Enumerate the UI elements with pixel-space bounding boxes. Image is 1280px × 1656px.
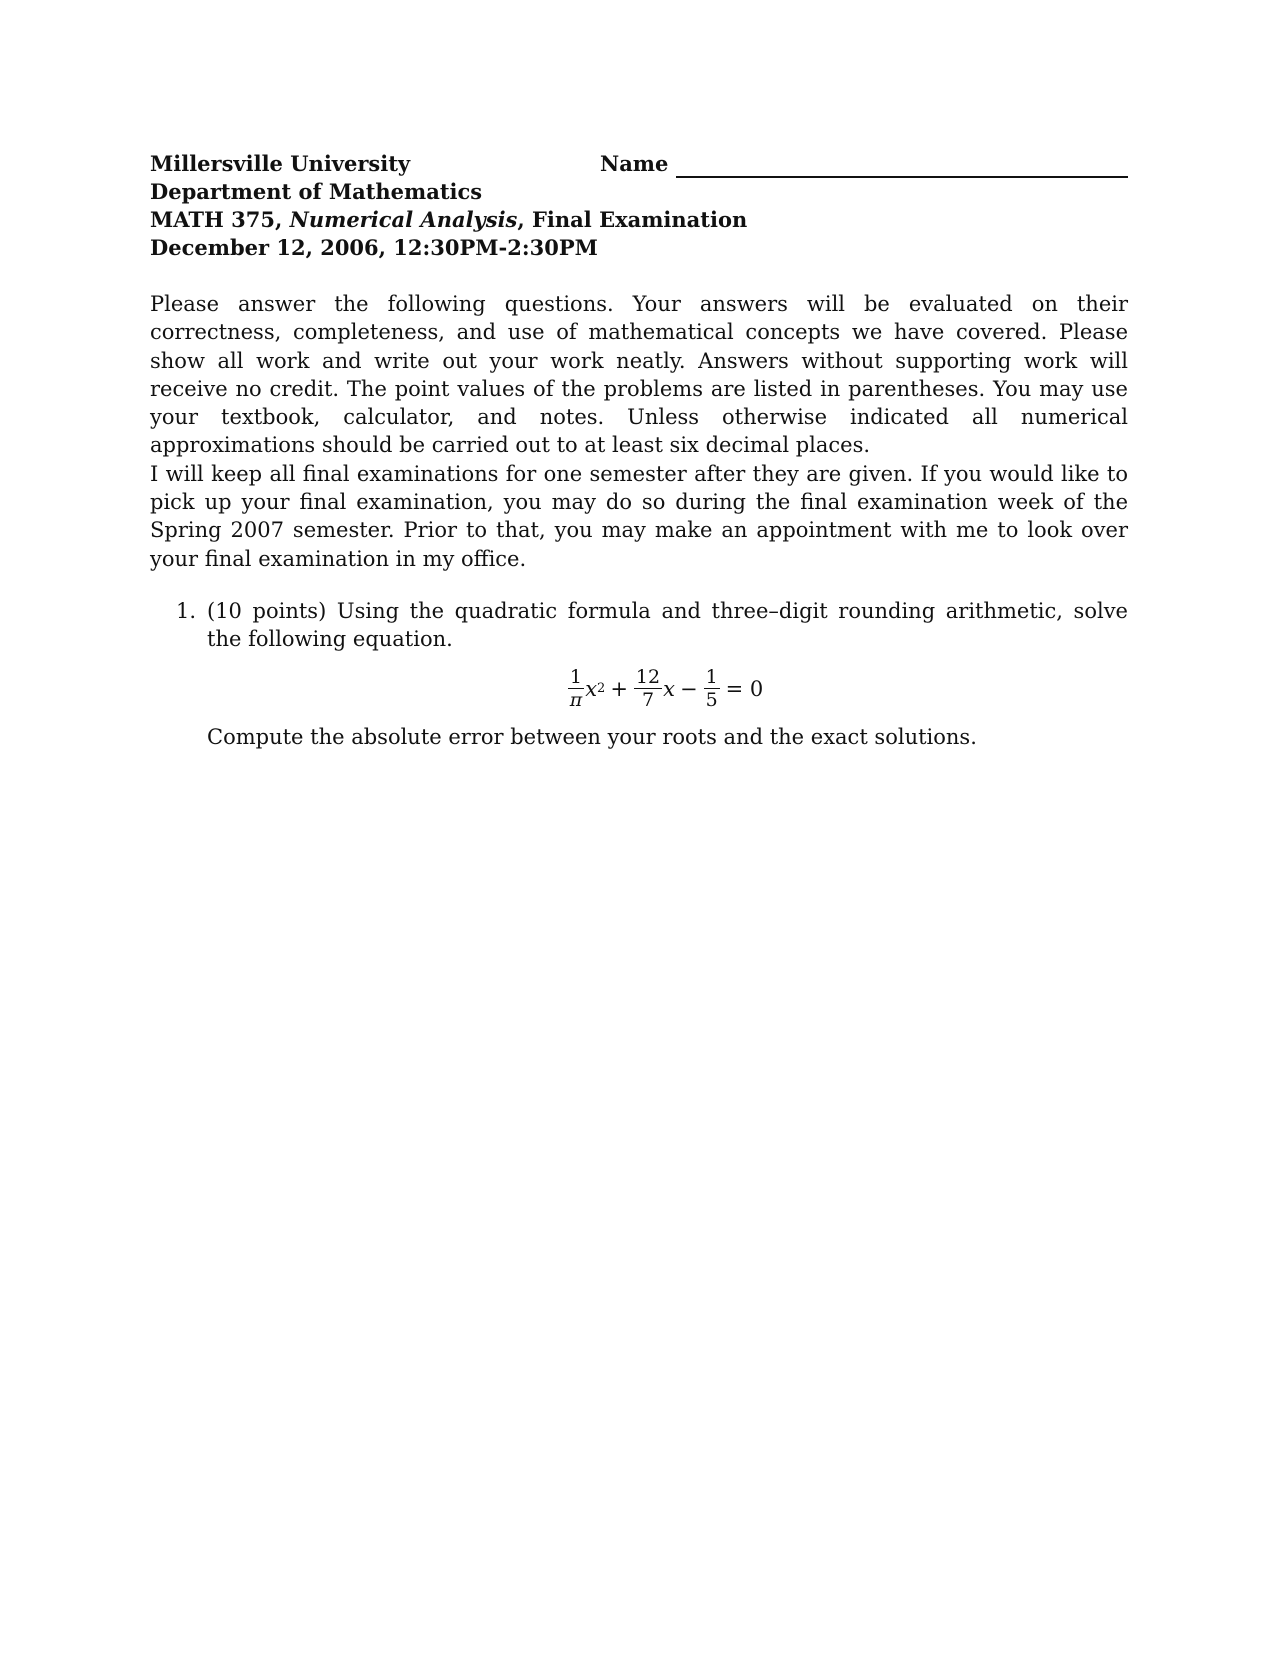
quadratic-equation — [207, 661, 1128, 717]
fraction-one-over-five — [704, 666, 720, 711]
plus-operator: + — [610, 676, 628, 701]
name-label: Name — [600, 151, 669, 176]
fraction-numerator: 1 — [705, 666, 718, 689]
instructions — [150, 290, 1128, 573]
problem-number: 1. — [176, 598, 197, 623]
variable-x: x — [663, 676, 675, 701]
header-university-line — [150, 150, 1128, 178]
course-line — [150, 206, 1128, 234]
course-title: Numerical Analysis — [289, 207, 518, 232]
equals-zero: = 0 — [725, 676, 764, 701]
exponent: 2 — [597, 680, 606, 696]
exam-page — [150, 150, 1128, 751]
fraction-one-over-pi — [568, 666, 585, 711]
problem-statement: (10 points) Using the quadratic formula and three–digit rounding arithmetic, solve the following equation. — [207, 598, 1128, 651]
instructions-paragraph-2: I will keep all final examinations for one semester after they are given. If you would like to pick up your final examination, you may do so during the final examination week of the Spring 2007 semester. Prior to that, you may make an appointment with me to look over your final examination in my office. — [150, 461, 1128, 571]
instructions-paragraph-1: Please answer the following questions. Your answers will be evaluated on their correctness, completeness, and use of mathematical concepts we have covered. Please show all work and write out your work neatly. Answers without supporting work will receive no credit. The point values of the problems are listed in parentheses. You may use your textbook, calculator, and notes. Unless otherwise indicated all numerical approximations should be carried out to at least six decimal places. — [150, 292, 1128, 458]
course-prefix: MATH 375, — [150, 207, 283, 232]
course-suffix: , Final Examination — [517, 207, 748, 232]
minus-operator: − — [679, 676, 698, 701]
department-name: Department of Mathematics — [150, 179, 483, 204]
fraction-numerator: 1 — [569, 666, 582, 689]
problem-1 — [150, 597, 1128, 751]
fraction-twelve-over-seven — [634, 666, 662, 711]
problem-followup: Compute the absolute error between your roots and the exact solutions. — [207, 724, 977, 749]
name-field[interactable] — [600, 150, 1128, 178]
fraction-denominator: π — [569, 689, 583, 712]
name-blank-line[interactable] — [676, 154, 1128, 178]
fraction-numerator: 12 — [635, 666, 661, 689]
fraction-denominator: 7 — [641, 689, 655, 712]
exam-date: December 12, 2006, 12:30PM-2:30PM — [150, 235, 598, 260]
university-name: Millersville University — [150, 151, 411, 176]
fraction-denominator: 5 — [705, 689, 718, 712]
variable-x: x — [585, 676, 598, 701]
